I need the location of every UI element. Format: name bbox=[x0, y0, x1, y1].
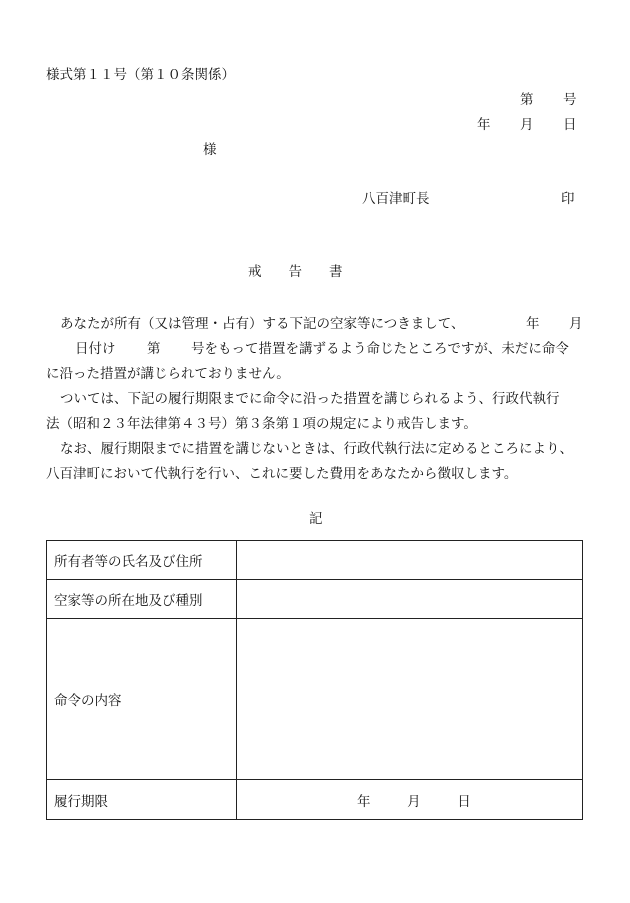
body-line: 法（昭和２３年法律第４３号）第３条第１項の規定により戒告します。 bbox=[46, 416, 477, 432]
body-line: 号をもって措置を講ずるよう命じたところですが、未だに命令 bbox=[191, 341, 569, 357]
addressee-suffix: 様 bbox=[203, 142, 217, 158]
date-month: 月 bbox=[520, 117, 534, 133]
body-line: に沿った措置が講じられておりません。 bbox=[46, 366, 290, 382]
issuer-name: 八百津町長 bbox=[362, 191, 430, 207]
table-row bbox=[47, 780, 583, 820]
seal-mark: 印 bbox=[561, 191, 575, 207]
details-table bbox=[46, 540, 583, 820]
body-line: ついては、下記の履行期限までに命令に沿った措置を講じられるよう、行政代執行 bbox=[60, 391, 560, 407]
body-month: 月 bbox=[569, 316, 583, 332]
doc-number-go: 号 bbox=[563, 92, 577, 108]
deadline-value bbox=[237, 780, 583, 820]
table-row bbox=[47, 541, 583, 580]
location-value bbox=[237, 580, 583, 619]
deadline-month: 月 bbox=[407, 793, 421, 810]
body-dai: 第 bbox=[147, 341, 161, 357]
order-value bbox=[237, 619, 583, 780]
owner-label: 所有者等の氏名及び住所 bbox=[47, 541, 237, 580]
table-row bbox=[47, 580, 583, 619]
body-line: 八百津町において代執行を行い、これに要した費用をあなたから徴収します。 bbox=[46, 466, 518, 482]
body-day: 日付け bbox=[75, 341, 116, 357]
document-title: 戒 告 書 bbox=[248, 264, 343, 280]
owner-value bbox=[237, 541, 583, 580]
date-day: 日 bbox=[563, 117, 577, 133]
ki-heading: 記 bbox=[309, 511, 323, 527]
form-number: 様式第１１号（第１０条関係） bbox=[46, 67, 235, 83]
deadline-day: 日 bbox=[457, 793, 471, 810]
order-label: 命令の内容 bbox=[47, 619, 237, 780]
doc-number-dai: 第 bbox=[520, 92, 534, 108]
date-year: 年 bbox=[477, 117, 491, 133]
location-label: 空家等の所在地及び種別 bbox=[47, 580, 237, 619]
deadline-year: 年 bbox=[357, 793, 371, 810]
body-year: 年 bbox=[526, 316, 540, 332]
table-row bbox=[47, 619, 583, 780]
body-line: なお、履行期限までに措置を講じないときは、行政代執行法に定めるところにより、 bbox=[60, 441, 573, 457]
body-line: あなたが所有（又は管理・占有）する下記の空家等につきまして、 bbox=[60, 316, 465, 332]
deadline-label: 履行期限 bbox=[47, 780, 237, 820]
